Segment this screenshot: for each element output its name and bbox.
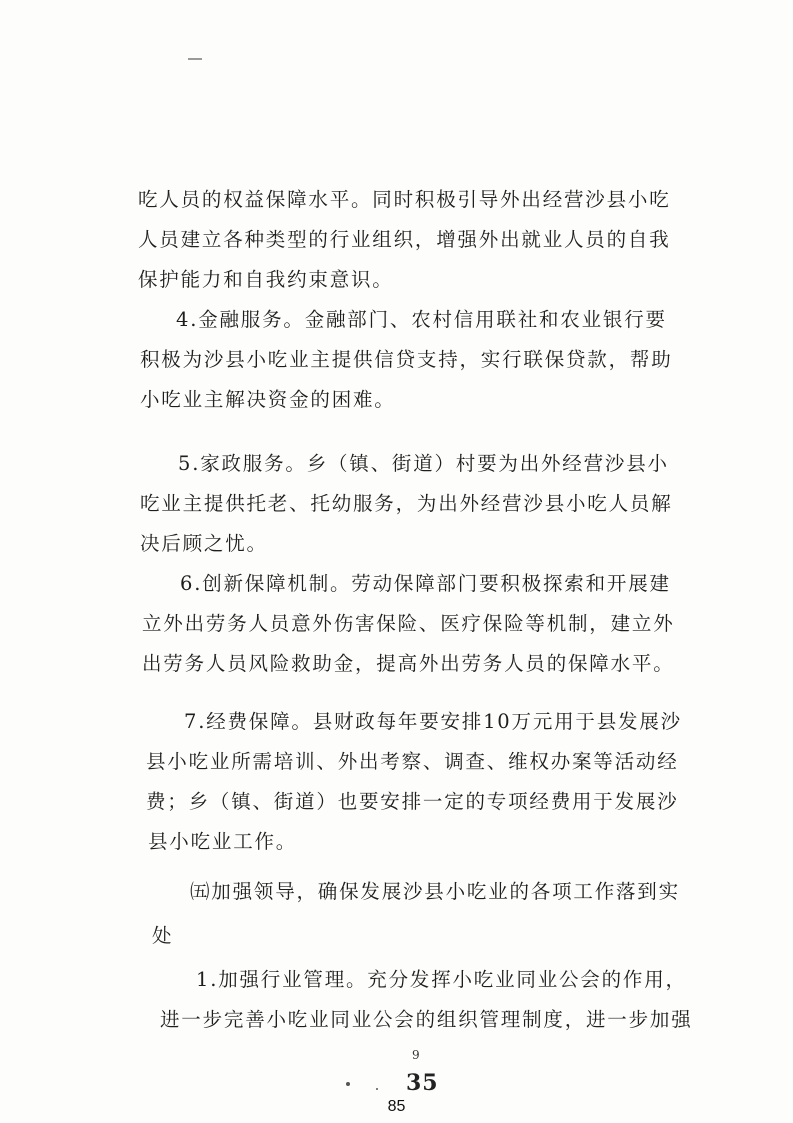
text-line-11: 立外出劳务人员意外伤害保险、医疗保险等机制，建立外: [142, 612, 675, 635]
text-line-13: 7.经费保障。县财政每年要安排10万元用于县发展沙: [184, 710, 682, 733]
scan-speck: [346, 1082, 350, 1086]
page-number-small: 9: [412, 1048, 420, 1062]
text-line-12: 出劳务人员风险救助金，提高外出劳务人员的保障水平。: [142, 652, 675, 675]
text-line-1: 吃人员的权益保障水平。同时积极引导外出经营沙县小吃: [138, 188, 671, 211]
text-line-14: 县小吃业所需培训、外出考察、调查、维权办案等活动经: [146, 750, 679, 773]
text-line-7: 5.家政服务。乡（镇、街道）村要为出外经营沙县小: [178, 452, 669, 475]
text-line-8: 吃业主提供托老、托幼服务，为出外经营沙县小吃人员解: [140, 492, 673, 515]
text-line-4: 4.金融服务。金融部门、农村信用联社和农业银行要: [176, 308, 667, 331]
text-line-19: 1.加强行业管理。充分发挥小吃业同业公会的作用，: [196, 968, 687, 991]
text-line-18: 处: [152, 924, 174, 947]
text-line-15: 费；乡（镇、街道）也要安排一定的专项经费用于发展沙: [146, 790, 679, 813]
scan-speck: [376, 1088, 378, 1090]
text-line-6: 小吃业主解决资金的困难。: [140, 388, 396, 411]
text-line-10: 6.创新保障机制。劳动保障部门要积极探索和开展建: [180, 572, 671, 595]
page-number-large: 35: [406, 1070, 439, 1096]
text-line-16: 县小吃业工作。: [148, 830, 298, 853]
text-line-5: 积极为沙县小吃业主提供信贷支持，实行联保贷款，帮助: [140, 348, 673, 371]
text-line-9: 决后顾之忧。: [140, 532, 268, 555]
page-number-footer: 85: [387, 1098, 406, 1115]
text-line-2: 人员建立各种类型的行业组织，增强外出就业人员的自我: [138, 228, 671, 251]
text-line-17: ㈤加强领导，确保发展沙县小吃业的各项工作落到实: [190, 880, 680, 903]
scan-artifact-mark: [188, 58, 202, 60]
text-line-20: 进一步完善小吃业同业公会的组织管理制度，进一步加强: [160, 1008, 693, 1031]
text-line-3: 保护能力和自我约束意识。: [138, 268, 394, 291]
